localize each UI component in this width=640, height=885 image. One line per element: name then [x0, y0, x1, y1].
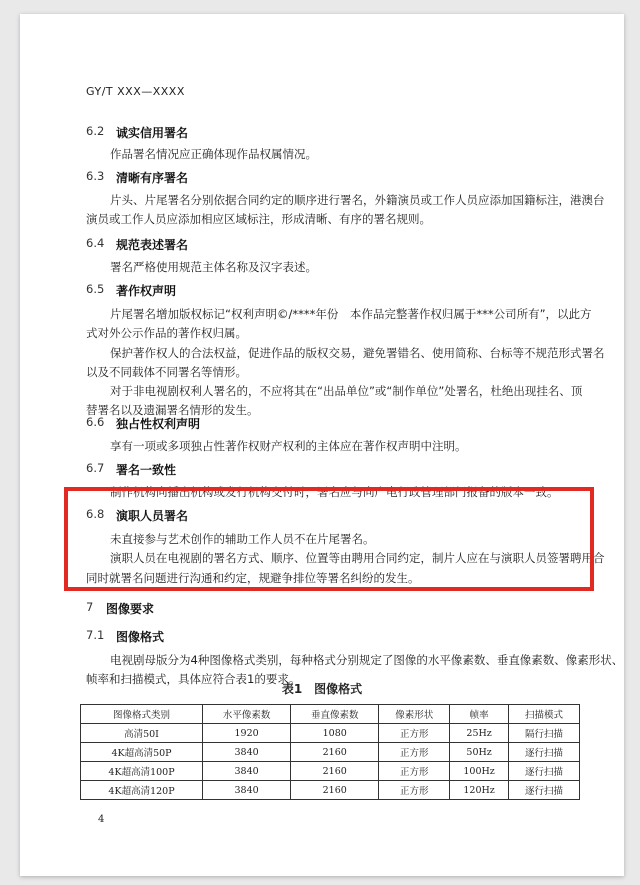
- table-cell: 1920: [203, 724, 291, 743]
- section-title: 清晰有序署名: [116, 171, 189, 185]
- table-cell: 2160: [291, 762, 379, 781]
- table-cell: 120Hz: [450, 781, 509, 800]
- section-title: 图像格式: [116, 630, 165, 644]
- table-row: [81, 724, 580, 743]
- table-cell: 正方形: [379, 743, 450, 762]
- section-title: 署名一致性: [116, 463, 177, 477]
- section-title: 演职人员署名: [116, 509, 189, 523]
- paragraph-line: 演职人员在电视剧的署名方式、顺序、位置等由聘用合同约定，制片人应在与演职人员签署聘用合: [110, 551, 605, 565]
- image-format-table: [80, 704, 580, 800]
- paragraph-line: 片尾署名增加版权标记“权利声明©/****年份 本作品完整著作权归属于***公司所有”，以此方: [110, 307, 592, 321]
- table-cell: 4K超高清50P: [81, 743, 203, 762]
- section-title: 著作权声明: [116, 284, 177, 298]
- paragraph-line: 署名严格使用规范主体名称及汉字表述。: [110, 260, 317, 274]
- paragraph-line: 对于非电视剧权利人署名的，不应将其在“出品单位”或“制作单位”处署名，杜绝出现挂名、顶: [110, 384, 583, 398]
- table-cell: 4K超高清100P: [81, 762, 203, 781]
- table-cell: 正方形: [379, 781, 450, 800]
- table-header-cell: 帧率: [450, 705, 509, 724]
- table-header-cell: 垂直像素数: [291, 705, 379, 724]
- table-header-row: [81, 705, 580, 724]
- section-number: 6.2: [86, 124, 105, 138]
- table-cell: 3840: [203, 762, 291, 781]
- paragraph-line: 演员或工作人员应添加相应区域标注，形成清晰、有序的署名规则。: [86, 212, 431, 226]
- table-cell: 逐行扫描: [509, 743, 580, 762]
- table-cell: 3840: [203, 781, 291, 800]
- table-cell: 4K超高清120P: [81, 781, 203, 800]
- table-cell: 逐行扫描: [509, 781, 580, 800]
- paragraph-line: 保护著作权人的合法权益，促进作品的版权交易，避免署错名、使用简称、台标等不规范形式署名: [110, 346, 605, 360]
- section-number: 6.4: [86, 236, 105, 250]
- table-header-cell: 水平像素数: [203, 705, 291, 724]
- table-row: [81, 743, 580, 762]
- table-row: [81, 781, 580, 800]
- table-caption: 表1 图像格式: [281, 682, 363, 696]
- paragraph-line: 式对外公示作品的著作权归属。: [86, 326, 247, 340]
- table-header-cell: 像素形状: [379, 705, 450, 724]
- table-header-cell: 图像格式类别: [81, 705, 203, 724]
- paragraph-line: 制作机构向播出机构或发行机构交付时，署名应与向广电行政管理部门报备的版本一致。: [110, 485, 559, 499]
- highlight-box-6-8: [64, 487, 594, 591]
- table-cell: 100Hz: [450, 762, 509, 781]
- document-page: [20, 14, 624, 876]
- table-cell: 正方形: [379, 724, 450, 743]
- table-cell: 高清50I: [81, 724, 203, 743]
- paragraph-line: 享有一项或多项独占性著作权财产权利的主体应在著作权声明中注明。: [110, 439, 467, 453]
- table-cell: 逐行扫描: [509, 762, 580, 781]
- section-number: 6.7: [86, 461, 105, 475]
- paragraph-line: 以及不同载体不同署名等情形。: [86, 365, 247, 379]
- table-cell: 2160: [291, 743, 379, 762]
- table-cell: 1080: [291, 724, 379, 743]
- table-cell: 正方形: [379, 762, 450, 781]
- paragraph-line: 帧率和扫描模式，具体应符合表1的要求。: [86, 672, 301, 686]
- section-title: 图像要求: [106, 602, 155, 616]
- paragraph-line: 未直接参与艺术创作的辅助工作人员不在片尾署名。: [110, 532, 375, 546]
- section-number: 6.5: [86, 282, 105, 296]
- table-cell: 3840: [203, 743, 291, 762]
- table-row: [81, 762, 580, 781]
- section-title: 独占性权利声明: [116, 417, 201, 431]
- paragraph-line: 片头、片尾署名分别依据合同约定的顺序进行署名，外籍演员或工作人员应添加国籍标注，港澳台: [110, 193, 605, 207]
- document-code: GY/T XXX—XXXX: [86, 85, 185, 98]
- paragraph-line: 同时就署名问题进行沟通和约定，规避争排位等署名纠纷的发生。: [86, 571, 420, 585]
- section-title: 诚实信用署名: [116, 126, 189, 140]
- page-number: 4: [98, 814, 105, 825]
- paragraph-line: 作品署名情况应正确体现作品权属情况。: [110, 147, 317, 161]
- table-cell: 隔行扫描: [509, 724, 580, 743]
- paragraph-line: 替署名以及遗漏署名情形的发生。: [86, 403, 259, 417]
- table-cell: 25Hz: [450, 724, 509, 743]
- table-cell: 2160: [291, 781, 379, 800]
- section-title: 规范表述署名: [116, 238, 189, 252]
- paragraph-line: 电视剧母版分为4种图像格式类别，每种格式分别规定了图像的水平像素数、垂直像素数、像素形状、: [110, 653, 624, 667]
- section-number: 7.1: [86, 628, 105, 642]
- table-header-cell: 扫描模式: [509, 705, 580, 724]
- section-number: 7: [86, 600, 94, 614]
- table-cell: 50Hz: [450, 743, 509, 762]
- section-number: 6.3: [86, 169, 105, 183]
- section-number: 6.8: [86, 507, 105, 521]
- section-number: 6.6: [86, 415, 105, 429]
